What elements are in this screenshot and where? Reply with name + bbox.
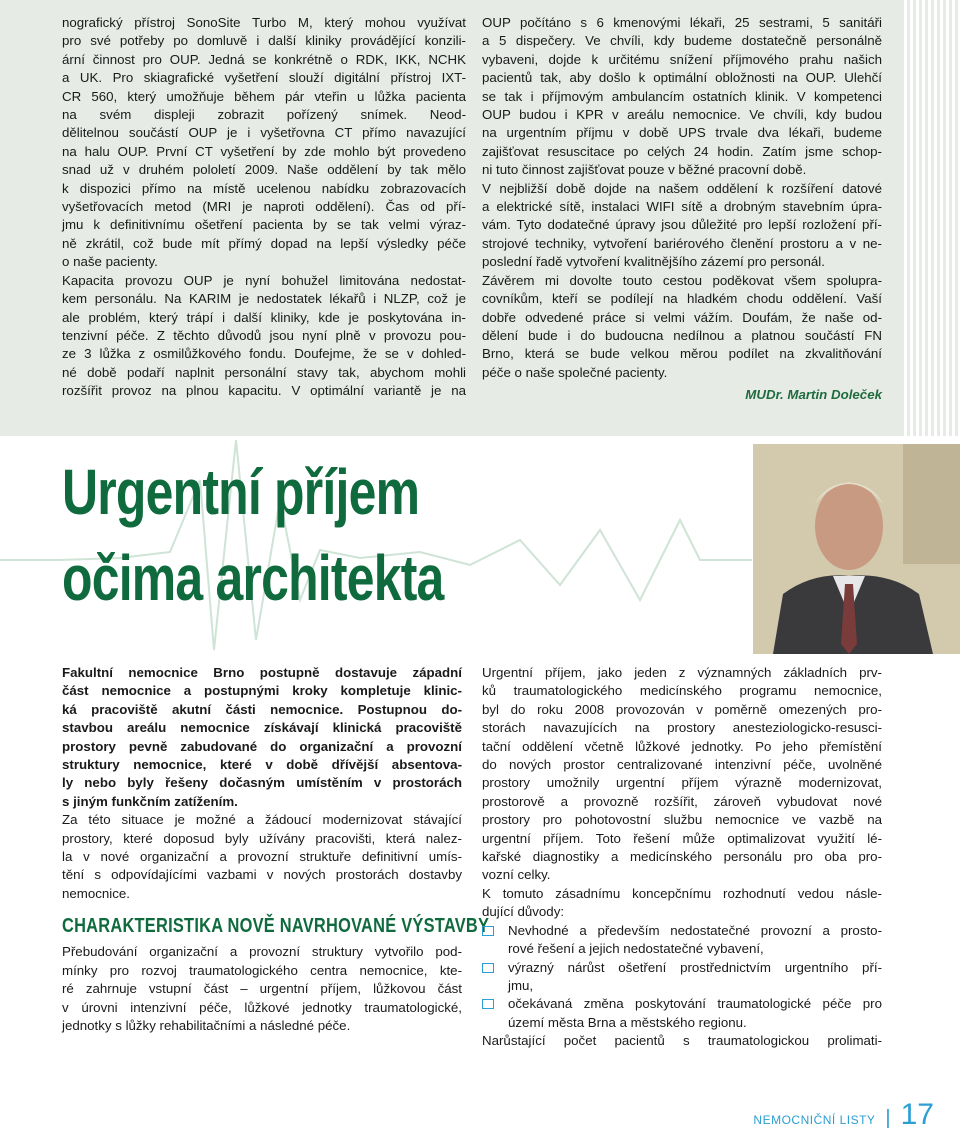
paragraph-line: vybaveni, dojde k určitému snížení příjmového prahu našich xyxy=(482,51,882,67)
paragraph-line: la v nové organizační a provozní struktuře definitivní umís- xyxy=(62,849,462,865)
decorative-stripes xyxy=(904,0,960,436)
paragraph-line: nemocnice. xyxy=(62,885,130,901)
article-title-line-2: očima architekta xyxy=(62,542,444,614)
page-footer xyxy=(753,1098,934,1132)
paragraph-line: tění s odpovídajícími vazbami v nových prostorách dostavby xyxy=(62,867,462,883)
paragraph-line: urgentní příjem. Toto řešení může optimalizovat využití lé- xyxy=(482,830,882,846)
reason-text-line: rové řešení a jejich nedostatečné vybavení, xyxy=(508,941,764,957)
paragraph-line: stavbou areálu nemocnice získávají klinická pracoviště xyxy=(62,720,462,736)
reason-text-line: jmu, xyxy=(508,977,534,993)
paragraph-line: ale problém, který trápí i další kliniky, kde je poskytována in- xyxy=(62,309,466,325)
paragraph-line: ré zahrnuje vstupní část – urgentní příjem, lůžkovou část xyxy=(62,981,462,997)
paragraph-line: tační oddělení včetně lůžkové jednotky. Po jeho přemístění xyxy=(482,738,882,754)
author-portrait-photo xyxy=(753,444,960,654)
reason-item xyxy=(482,959,882,996)
reasons-list xyxy=(482,922,882,1032)
paragraph-line: do nových prostor centralizované intenzivní péče, uvolněné xyxy=(482,757,882,773)
paragraph-line: Závěrem mi dovolte touto cestou poděkovat všem spolupra- xyxy=(482,272,882,288)
paragraph-line: byl do roku 2008 provozován v poměrně omezených pro- xyxy=(482,701,882,717)
reason-item xyxy=(482,922,882,959)
signature-title: MUDr. xyxy=(745,387,784,403)
paragraph-line: dělitelnou součástí OUP je i vyšetřovna CT přímo navazující xyxy=(62,125,466,141)
paragraph-line: Fakultní nemocnice Brno postupně dostavuje západní xyxy=(62,665,462,680)
paragraph-line: storách navazujících na prostory anesteziologicko-resusci- xyxy=(482,720,882,736)
paragraph-line: kem personálu. Na KARIM je nedostatek lékařů i NLZP, což je xyxy=(62,291,466,307)
paragraph-line: snad už v druhém pololetí 2009. Naše oddělení by tak mělo xyxy=(62,162,466,178)
paragraph-line: ly nebo byly řešeny dočasným umístěním v prostorách xyxy=(62,775,462,791)
paragraph-line: v úrovni intenzivní péče, lůžkové jednotky traumatologické, xyxy=(62,999,462,1015)
footer-separator: | xyxy=(885,1107,891,1129)
paragraph-line: prostory, které doposud byly užívány pracovišti, která nalez- xyxy=(62,830,462,846)
magazine-name: NEMOCNIČNÍ LISTY xyxy=(753,1113,876,1127)
signature-name: Martin Doleček xyxy=(783,387,882,403)
checkbox-bullet-icon xyxy=(482,963,494,973)
paragraph-line: CR 560, který umožňuje během pár vteřin u lůžka pacienta xyxy=(62,88,466,104)
paragraph-line: část nemocnice a postupnými kroky kompletuje klinic- xyxy=(62,683,462,699)
paragraph-line: prostory umožnily urgentní příjem výrazně modernizovat, xyxy=(482,775,882,791)
paragraph-line: dobře odvedené práce si velmi vážím. Doufám, že naše od- xyxy=(482,309,882,325)
paragraph-line: prostory pevně zabudované do organizační a provozní xyxy=(62,738,462,754)
paragraph-line: a elektrické sítě, instalaci WIFI sítě a drobným stavebním úpra- xyxy=(482,199,882,215)
paragraph-line: struktury nemocnice, které v době dřívější absentova- xyxy=(62,757,462,773)
paragraph-line: prostorově a provozně rozšířit, zároveň vybudovat nové xyxy=(482,793,882,809)
paragraph-line: ze 3 lůžka z osmilůžkového fondu. Doufejme, že se v dohled- xyxy=(62,346,466,362)
paragraph-line: kařské diagnostiky a medicínského personálu pro oba pro- xyxy=(482,849,882,865)
paragraph-line: péče o naše společné pacienty. xyxy=(482,364,668,380)
article-title-line-1: Urgentní příjem xyxy=(62,456,420,528)
paragraph-line: OUP budou i KPR v areálu nemocnice. Ve chvíli, kdy budou xyxy=(482,107,882,123)
reason-text-line: výrazný nárůst ošetření prostřednictvím urgentního pří- xyxy=(508,959,882,975)
paragraph-line: tenzivní péče. Z těchto důvodů jsou nyní plně v provozu pou- xyxy=(62,327,466,343)
paragraph-line: vozní celky. xyxy=(482,867,551,883)
paragraph-line: prostory pro pohotovostní službu nemocnice ve vazbě na xyxy=(482,812,882,828)
paragraph-line: vyšetřovacích metod (MRI je naproti oddělení). Čas od pří- xyxy=(62,199,466,215)
article-column-2 xyxy=(482,664,882,1051)
checkbox-bullet-icon xyxy=(482,926,494,936)
paragraph-line: Urgentní příjem, jako jeden z významných základních prv- xyxy=(482,665,882,680)
reason-text-line: očekávaná změna poskytování traumatologické péče pro xyxy=(508,996,882,1012)
paragraph-line: strojové techniky, vytvoření bariérového členění prostoru a v ne- xyxy=(482,235,882,251)
paragraph-line: Narůstající počet pacientů s traumatologickou prolimati- xyxy=(482,1033,882,1049)
paragraph-line: ni tuto činnost zajišťovat pouze v běžné pracovní době. xyxy=(482,162,807,178)
paragraph-line: OUP počítáno s 6 kmenovými lékaři, 25 sestrami, 5 sanitáři xyxy=(482,15,882,30)
section-heading: CHARAKTERISTIKA NOVĚ NAVRHOVANÉ VÝSTAVBY xyxy=(62,915,490,938)
paragraph-line: V nejbližší době dojde na našem oddělení k rozšíření datové xyxy=(482,180,882,196)
page-number: 17 xyxy=(900,1098,934,1131)
paragraph-line: Za této situace je možné a žádoucí modernizovat stávající xyxy=(62,812,462,828)
paragraph-line: jednotky s lůžky rehabilitačními a následné péče. xyxy=(62,1017,351,1033)
paragraph-line: nografický přístroj SonoSite Turbo M, který mohou využívat xyxy=(62,15,466,30)
paragraph-line: pro své potřeby po domluvě i další kliniky provádějící konzili- xyxy=(62,33,466,49)
paragraph-line: na urgentním příjmu v době UPS trvale dva lékaři, budeme xyxy=(482,125,882,141)
paragraph-line: Brno, která se bude velkou měrou podílet na zkvalitňování xyxy=(482,346,882,362)
paragraph-line: K tomuto zásadnímu koncepčnímu rozhodnutí vedou násle- xyxy=(482,885,882,901)
article-column-1 xyxy=(62,664,490,1035)
paragraph-line: k dispozici přímo na místě ucelenou nabídku zobrazovacích xyxy=(62,180,466,196)
paragraph-line: pacientů tak, aby došlo k optimální obložnosti na OUP. Ulehčí xyxy=(482,70,882,86)
paragraph-line: ně zkrátil, což bude mít přímý dopad na lepší výsledky péče xyxy=(62,235,466,251)
paragraph-line: poslední řadě vytvoření kvalitnějšího zázemí pro personál. xyxy=(482,254,825,270)
top-article-column-1 xyxy=(62,14,466,401)
reason-text-line: území města Brna a městského regionu. xyxy=(508,1014,747,1030)
paragraph-line: ární činnost pro OUP. Jedná se konkrétně o RDK, IKK, NCHK xyxy=(62,51,466,67)
paragraph-line: ků traumatologického medicínského programu nemocnice, xyxy=(482,683,882,699)
paragraph-line: rozšířit provoz na plnou kapacitu. V optimální variantě je na xyxy=(62,383,466,399)
paragraph-line: se tak i příjmovým ambulancím ostatních klinik. V kompetenci xyxy=(482,88,882,104)
paragraph-line: na halu OUP. První CT vyšetření by zde mohlo být provedeno xyxy=(62,143,466,159)
paragraph-line: dělení bude i do budoucna nedílnou a platnou součástí FN xyxy=(482,327,882,343)
paragraph-line: vám. Tyto dodatečné úpravy jsou důležité pro lepší rozložení pří- xyxy=(482,217,882,233)
paragraph-line: Kapacita provozu OUP je nyní bohužel limitována nedostat- xyxy=(62,272,466,288)
reason-item xyxy=(482,995,882,1032)
author-signature xyxy=(482,386,882,404)
paragraph-line: jmu k definitivnímu ošetření pacienta by se tak velmi výraz- xyxy=(62,217,466,233)
paragraph-line: ká pracoviště akutní části nemocnice. Postupnou do- xyxy=(62,701,462,717)
paragraph-line: zajišťovat resuscitace po celých 24 hodin. Zatím jsme schop- xyxy=(482,143,882,159)
paragraph-line: Přebudování organizační a provozní struktury vytvořilo pod- xyxy=(62,944,462,960)
paragraph-line: dující důvody: xyxy=(482,904,565,920)
reason-text-line: Nevhodné a především nedostatečné provozní a prosto- xyxy=(508,922,882,938)
paragraph-line: covníkům, kteří se podílejí na hladkém chodu oddělení. Vaší xyxy=(482,291,882,307)
article-lead xyxy=(62,664,462,811)
paragraph-line: na svém displeji zobrazit pořízený snímek. Neod- xyxy=(62,107,466,123)
paragraph-line: a 5 dispečery. Ve chvíli, kdy budeme dostatečně personálně xyxy=(482,33,882,49)
checkbox-bullet-icon xyxy=(482,999,494,1009)
paragraph-line: né době podaří naplnit personální stavy tak, abychom mohli xyxy=(62,364,466,380)
paragraph-line: o naše pacienty. xyxy=(62,254,158,270)
paragraph-line: a UK. Pro skiagrafické vyšetření slouží digitální přístroj IXT- xyxy=(62,70,466,86)
top-article-column-2 xyxy=(482,14,882,405)
paragraph-line: s jiným funkčním zatížením. xyxy=(62,793,238,809)
paragraph-line: mínky pro rozvoj traumatologického centra nemocnice, kte- xyxy=(62,962,462,978)
